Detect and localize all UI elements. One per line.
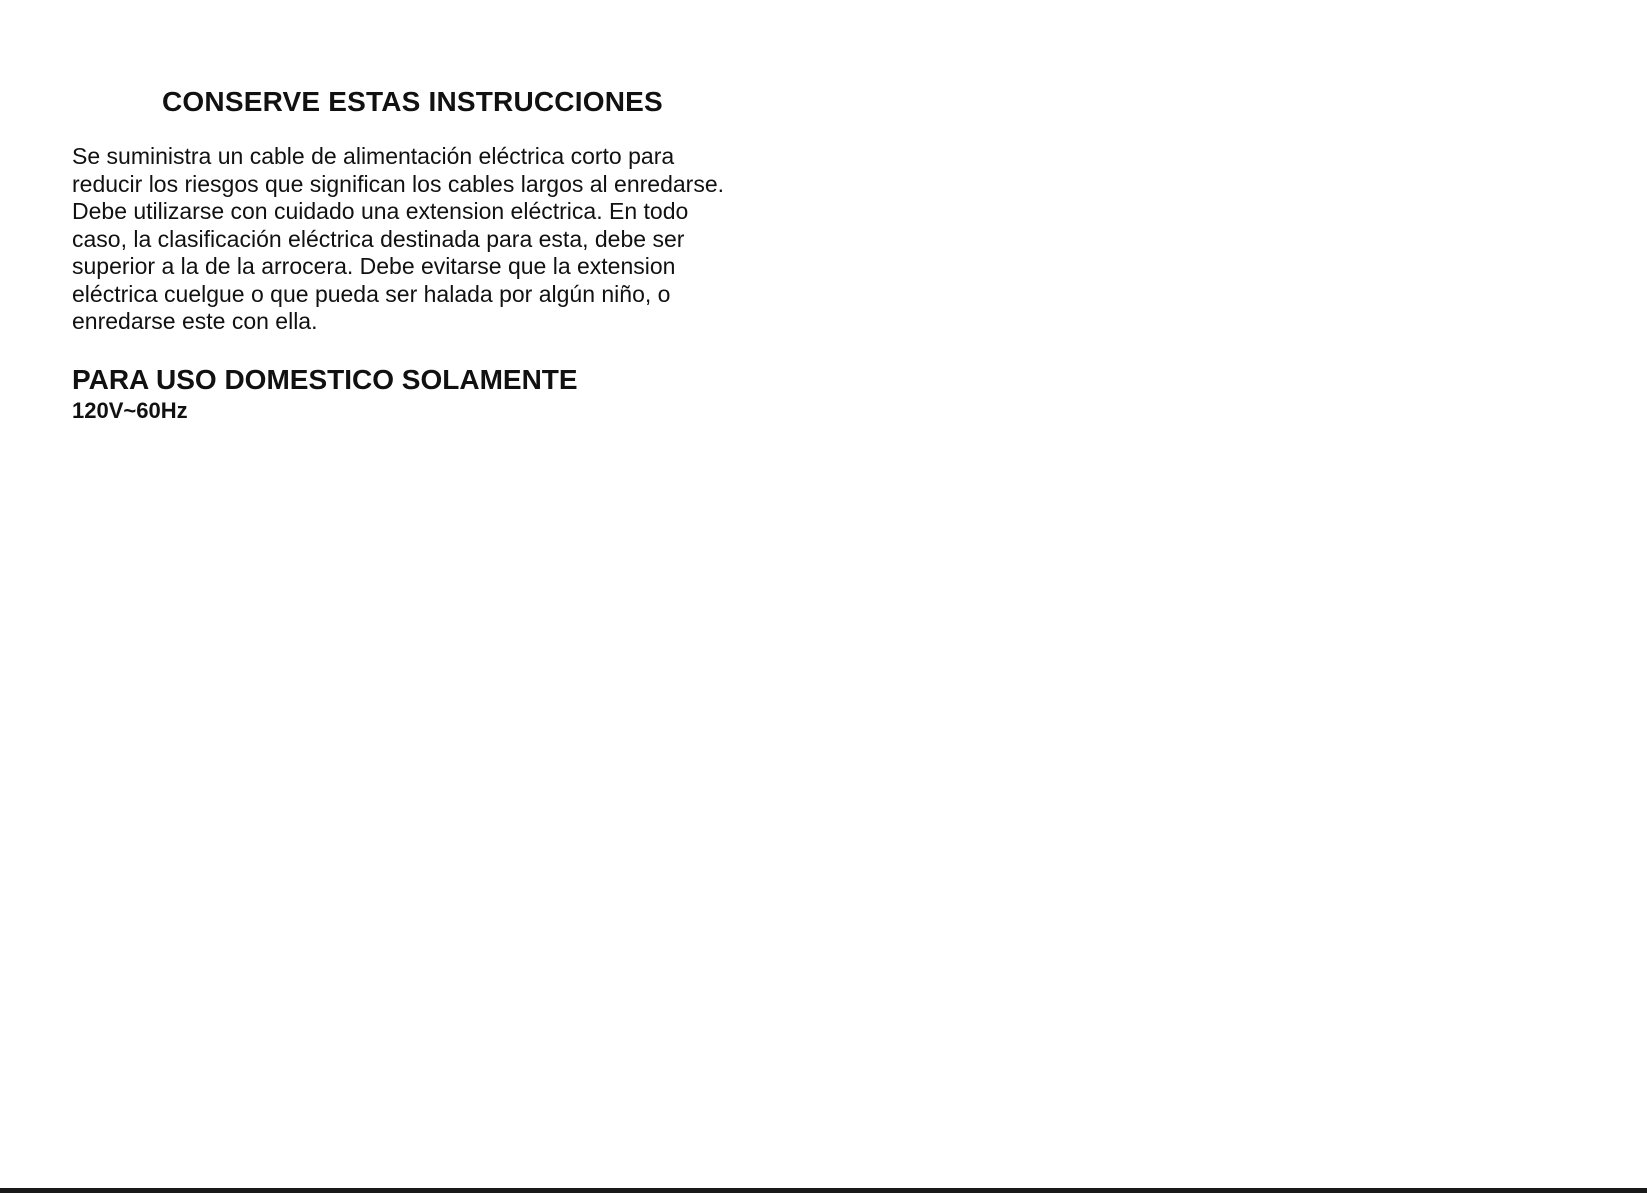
page-title: CONSERVE ESTAS INSTRUCCIONES [162, 86, 663, 117]
bottom-border-line [0, 1188, 1647, 1193]
paragraph-line: eléctrica cuelgue o que pueda ser halada por algún niño, o [72, 280, 671, 307]
paragraph-line: reducir los riesgos que significan los cables largos al enredarse. [72, 170, 725, 197]
paragraph-line: enredarse este con ella. [72, 308, 318, 334]
instructions-paragraph [72, 143, 792, 336]
household-use-heading: PARA USO DOMESTICO SOLAMENTE [72, 364, 578, 395]
voltage-rating: 120V~60Hz [72, 398, 188, 423]
paragraph-line: Se suministra un cable de alimentación eléctrica corto para [72, 143, 675, 169]
paragraph-line: superior a la de la arrocera. Debe evitarse que la extension [72, 253, 676, 279]
paragraph-line: caso, la clasificación eléctrica destinada para esta, debe ser [72, 225, 685, 252]
paragraph-line: Debe utilizarse con cuidado una extension eléctrica. En todo [72, 198, 689, 224]
